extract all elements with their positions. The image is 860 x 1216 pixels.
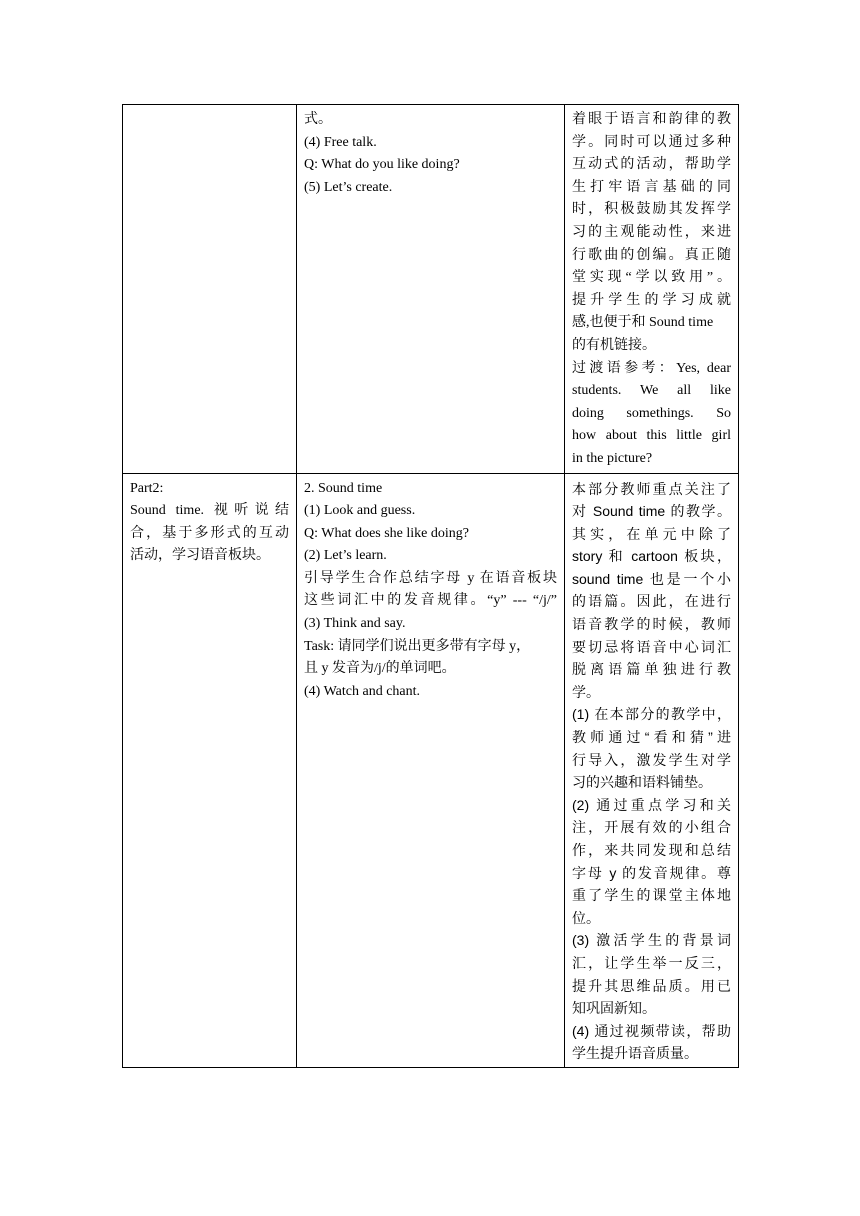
design-line: story 和 cartoon 板块， (572, 548, 731, 565)
activity-line: (5) Let’s create. (304, 179, 393, 195)
design-line: 的语篇。因此，在进行 (572, 593, 731, 610)
table-row (123, 473, 739, 1067)
design-line: 着眼于语言和韵律的教 (572, 112, 731, 127)
design-line: 行歌曲的创编。真正随 (572, 247, 731, 263)
design-line: 学生提升语音质量。 (572, 1045, 698, 1062)
design-line: 的有机链接。 (572, 337, 656, 353)
design-line: 本部分教师重点关注了 (572, 480, 731, 497)
design-line: 互动式的活动，帮助学 (572, 157, 731, 173)
design-line: in the picture? (572, 450, 653, 466)
stage-line: 活动，学习语音板块。 (130, 548, 270, 564)
activity-line: 且 y 发音为/j/的单词吧。 (304, 661, 456, 677)
design-line: 脱离语篇单独进行教 (572, 661, 731, 678)
design-line: 语音教学的时候，教师 (572, 616, 731, 633)
design-line: 习的主观能动性，来进 (572, 224, 731, 240)
design-line: 提升学生的学习成就 (572, 292, 731, 308)
design-line: 对 Sound time 的教学。 (572, 503, 731, 520)
design-line: 教师通过“看和猜”进 (572, 729, 731, 746)
activity-line: 引导学生合作总结字母 y 在语音板块 (304, 570, 557, 586)
design-line: 提升其思维品质。用已 (572, 977, 731, 994)
activity-line: Q: What does she like doing? (304, 525, 469, 541)
design-intent-cell (565, 105, 739, 474)
activity-line: (4) Watch and chant. (304, 683, 421, 699)
design-line: 生打牢语言基础的同 (572, 179, 731, 195)
design-line: 作，来共同发现和总结 (572, 842, 731, 858)
design-line: 行导入，激发学生对学 (572, 751, 731, 768)
design-line: (4) 通过视频带读，帮助 (572, 1022, 731, 1039)
stage-cell (123, 105, 297, 474)
design-line: 字母 y 的发音规律。尊 (572, 864, 731, 881)
lesson-plan-table (122, 104, 739, 1068)
activity-cell (297, 105, 565, 474)
design-line: 学。同时可以通过多种 (572, 134, 731, 150)
design-line: 重了学生的课堂主体地 (572, 887, 731, 904)
design-line: sound time 也是一个小 (572, 570, 731, 587)
stage-cell (123, 473, 297, 1067)
design-line: students. We all like (572, 383, 731, 399)
activity-line: 这些词汇中的发音规律。“y” --- “/j/” (304, 593, 557, 609)
activity-line: (3) Think and say. (304, 616, 406, 632)
design-line: 汇，让学生举一反三， (572, 954, 731, 971)
design-line: 要切忌将语音中心词汇 (572, 638, 731, 655)
design-line: 过渡语参考：Yes, dear (572, 360, 731, 376)
design-line: 知巩固新知。 (572, 1000, 656, 1017)
design-line: 堂实现“学以致用”。 (572, 270, 731, 286)
activity-line: Q: What do you like doing? (304, 157, 460, 173)
design-line: (1) 在本部分的教学中， (572, 706, 731, 723)
activity-line: (1) Look and guess. (304, 503, 416, 519)
design-line: 位。 (572, 909, 600, 926)
activity-line: 式。 (304, 112, 332, 127)
stage-line: Sound time. 视听说结 (130, 503, 289, 519)
design-line: 其实，在单元中除了 (572, 525, 731, 542)
stage-line: 合，基于多形式的互动 (130, 525, 289, 541)
activity-cell (297, 473, 565, 1067)
design-line: 时，积极鼓励其发挥学 (572, 202, 731, 218)
design-line: 习的兴趣和语料铺垫。 (572, 774, 712, 791)
design-line: (2) 通过重点学习和关 (572, 796, 731, 813)
design-line: (3) 激活学生的背景词 (572, 932, 731, 949)
design-intent-cell (565, 473, 739, 1067)
design-line: 注，开展有效的小组合 (572, 819, 731, 836)
design-line: how about this little girl (572, 428, 731, 444)
stage-line: Part2: (130, 480, 164, 496)
activity-line: (2) Let’s learn. (304, 548, 387, 564)
design-line: doing somethings. So (572, 405, 731, 421)
design-line: 学。 (572, 683, 600, 700)
activity-line: Task: 请同学们说出更多带有字母 y， (304, 638, 531, 654)
activity-line: (4) Free talk. (304, 134, 377, 150)
activity-line: 2. Sound time (304, 480, 383, 496)
table-row (123, 105, 739, 474)
design-line: 感,也便于和 Sound time (572, 315, 714, 331)
